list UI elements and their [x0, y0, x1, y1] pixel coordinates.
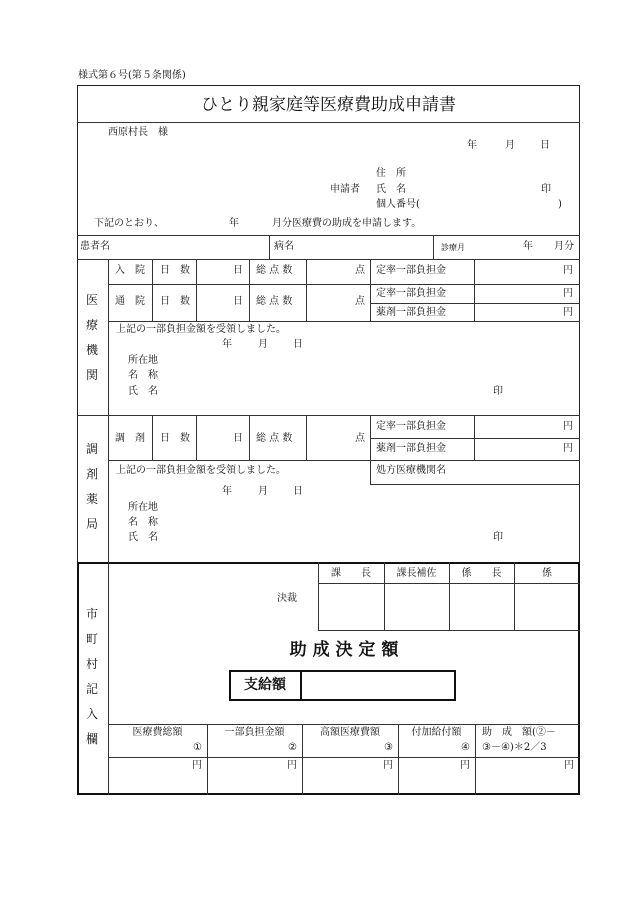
patient-name-label: 患者名: [80, 241, 110, 252]
date-day: 日: [540, 140, 550, 151]
col-additional-num: ④: [461, 742, 470, 753]
request-suffix: 月分医療費の助成を申請します。: [272, 218, 422, 229]
pharmacy-received-month: 月: [258, 486, 268, 497]
pharmacy-drug-copay-label: 薬剤一部負担金: [376, 443, 446, 454]
disease-label: 病名: [274, 241, 294, 252]
date-year: 年: [467, 140, 477, 151]
additional-yen: 円: [460, 760, 470, 771]
request-prefix: 下記のとおり、: [94, 218, 164, 229]
outpatient-points-label: 総 点 数: [256, 296, 293, 307]
high-cost-yen: 円: [383, 760, 393, 771]
medical-person-label: 氏 名: [128, 386, 158, 397]
inpatient-fixed-copay-label: 定率一部負担金: [376, 265, 446, 276]
medical-entity-label: 名 称: [128, 370, 158, 381]
medical-location-label: 所在地: [128, 355, 158, 366]
approver-unit-chief: 係 長: [461, 568, 502, 579]
approver-assistant-chief: 課長補佐: [396, 568, 437, 579]
page-title: ひとり親家庭等医療費助成申請書: [201, 95, 456, 115]
municipality-section-label: 市町村記入欄: [85, 607, 98, 746]
total-medical-yen: 円: [192, 760, 202, 771]
medical-section-label: 医療機関: [85, 293, 98, 382]
col-subsidy-label: 助 成 額(②－: [482, 727, 556, 738]
pharmacy-received-year: 年: [222, 486, 232, 497]
inpatient-day-unit: 日: [233, 265, 243, 276]
applicant-label: 申請者: [330, 184, 360, 195]
medical-received-note: 上記の一部負担金額を受領しました。: [116, 324, 286, 335]
payment-label: 支給額: [244, 677, 286, 693]
dispensing-points-label: 総 点 数: [256, 433, 293, 444]
dispensing-day-unit: 日: [233, 433, 243, 444]
col-additional-label: 付加給付額: [411, 727, 462, 738]
pharmacy-fixed-copay-label: 定率一部負担金: [376, 421, 446, 432]
addressee: 西原村長 様: [108, 127, 168, 138]
request-year: 年: [229, 218, 239, 229]
payment-amount-field[interactable]: [302, 672, 454, 699]
medical-seal: 印: [493, 386, 503, 397]
col-subsidy-num: ③－④)＊2／3: [482, 742, 547, 753]
inpatient-days-label: 日 数: [160, 265, 190, 276]
decision-label: 決裁: [277, 593, 297, 604]
pharmacy-received-note: 上記の一部負担金額を受領しました。: [116, 465, 286, 476]
outpatient-drug-copay-label: 薬剤一部負担金: [376, 307, 446, 318]
inpatient-point-unit: 点: [355, 265, 365, 276]
dispensing-days-label: 日 数: [160, 433, 190, 444]
medical-received-month: 月: [258, 339, 268, 350]
col-high-cost-num: ③: [384, 742, 393, 753]
col-total-medical-label: 医療費総額: [132, 727, 183, 738]
outpatient-drug-yen: 円: [563, 307, 573, 318]
outpatient-point-unit: 点: [355, 296, 365, 307]
outpatient-days-label: 日 数: [160, 296, 190, 307]
individual-number-label: 個人番号(: [376, 199, 420, 210]
dispensing-label: 調 剤: [115, 433, 145, 444]
inpatient-label: 入 院: [115, 265, 145, 276]
medical-received-year: 年: [222, 339, 232, 350]
form-number: 様式第６号(第５条関係): [78, 70, 186, 81]
subsidy-yen: 円: [564, 760, 574, 771]
medical-received-day: 日: [293, 339, 303, 350]
outpatient-fixed-copay-label: 定率一部負担金: [376, 288, 446, 299]
col-high-cost-label: 高額医療費額: [320, 727, 380, 738]
dispensing-point-unit: 点: [355, 433, 365, 444]
outpatient-day-unit: 日: [233, 296, 243, 307]
pharmacy-entity-label: 名 称: [128, 517, 158, 528]
name-label: 氏 名: [376, 184, 406, 195]
applicant-seal: 印: [541, 184, 551, 195]
inpatient-yen: 円: [563, 265, 573, 276]
date-month: 月: [505, 140, 515, 151]
treatment-year: 年: [523, 241, 533, 252]
prescribing-institution-label: 処方医療機関名: [376, 465, 446, 476]
address-label: 住 所: [376, 168, 406, 179]
pharmacy-person-label: 氏 名: [128, 532, 158, 543]
approver-section-chief: 課 長: [331, 568, 371, 579]
treatment-month-label: 診療月: [441, 243, 465, 252]
pharmacy-section-label: 調剤薬局: [85, 442, 98, 531]
outpatient-fixed-yen: 円: [563, 288, 573, 299]
inpatient-points-label: 総 点 数: [256, 265, 293, 276]
col-copay-num: ②: [288, 742, 297, 753]
pharmacy-drug-yen: 円: [563, 443, 573, 454]
col-total-medical-num: ①: [193, 742, 202, 753]
col-copay-label: 一部負担金額: [224, 727, 285, 738]
pharmacy-location-label: 所在地: [128, 502, 158, 513]
copay-yen: 円: [287, 760, 297, 771]
outpatient-label: 通 院: [115, 296, 145, 307]
treatment-month: 月分: [554, 241, 574, 252]
approver-staff: 係: [542, 568, 552, 579]
individual-number-close: ): [558, 199, 562, 210]
pharmacy-fixed-yen: 円: [563, 421, 573, 432]
pharmacy-received-day: 日: [293, 486, 303, 497]
decision-amount-title: 助 成 決 定 額: [289, 640, 399, 660]
pharmacy-seal: 印: [493, 532, 503, 543]
